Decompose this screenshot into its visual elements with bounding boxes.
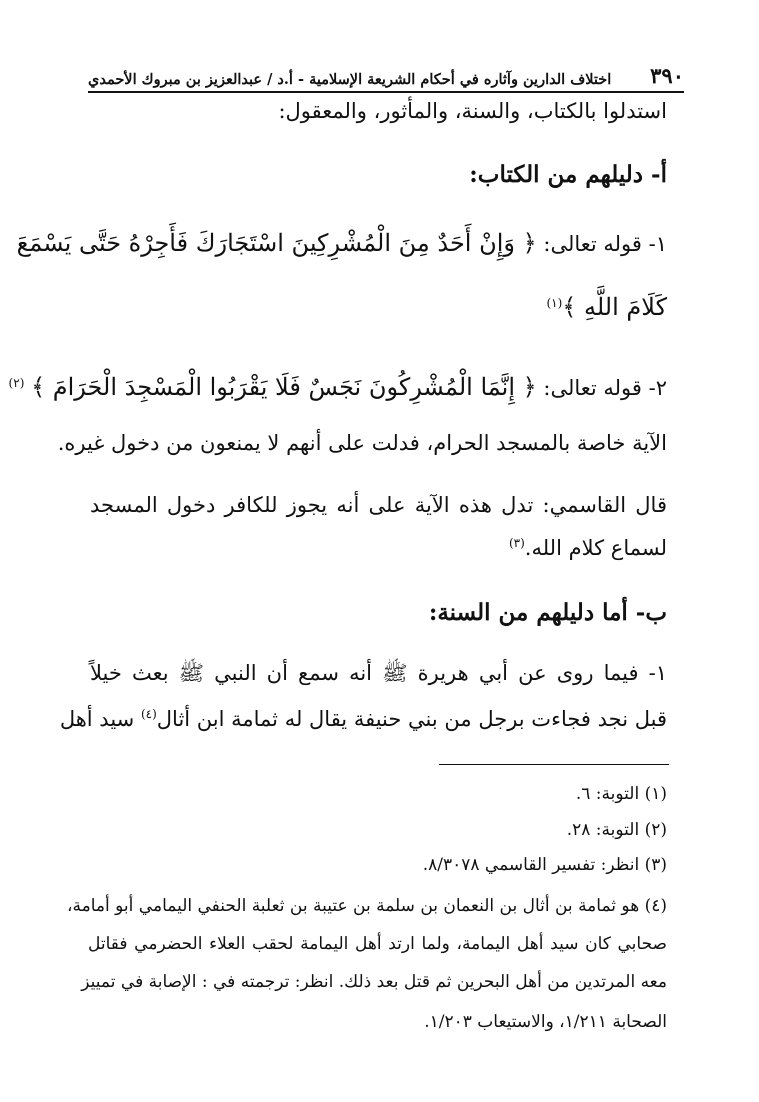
item-1-verse-line-2: كَلَامَ اللَّهِ ﴾ xyxy=(562,293,667,321)
section-b-heading: ب- أما دليلهم من السنة: xyxy=(428,599,667,626)
hadith-line-2-end: سيد أهل xyxy=(59,707,135,731)
item-1-verse-line-1: ﴿ وَإِنْ أَحَدٌ مِنَ الْمُشْرِكِينَ اسْتَجَارَكَ فَأَجِرْهُ حَتَّى يَسْمَعَ xyxy=(16,229,537,257)
footnote-4-line-4: الصحابة ١/٢١١، والاستيعاب ١/٢٠٣. xyxy=(424,1012,667,1032)
item-2-line xyxy=(8,372,667,403)
footnote-4-line-2: صحابي كان سيد أهل اليمامة، ولما ارتد أهل اليمامة لحقب العلاء الحضرمي فقاتل xyxy=(88,934,667,954)
item-1-line-1 xyxy=(16,228,667,259)
footnote-ref-3: (٣) xyxy=(508,536,525,550)
footnote-ref-2: (٢) xyxy=(8,376,25,390)
hadith-line-2-text: قبل نجد فجاءت برجل من بني حنيفة يقال له ثمامة ابن أثال xyxy=(156,707,667,731)
footnote-3: (٣) انظر: تفسير القاسمي ٨/٣٠٧٨. xyxy=(422,855,667,875)
footnote-4-line-1: (٤) هو ثمامة بن أثال بن النعمان بن سلمة بن عتيبة بن ثعلبة الحنفي اليمامي أبو أمامة، xyxy=(67,896,667,916)
footnote-1: (١) التوبة: ٦. xyxy=(575,784,667,804)
running-header xyxy=(88,58,684,93)
section-a-heading: أ- دليلهم من الكتاب: xyxy=(469,161,667,188)
footnote-ref-1: (١) xyxy=(546,296,563,310)
header-title: اختلاف الدارين وآثاره في أحكام الشريعة الإسلامية - أ.د / عبدالعزيز بن مبروك الأحمدي xyxy=(88,71,612,88)
qasimi-line-1: قال القاسمي: تدل هذه الآية على أنه يجوز للكافر دخول المسجد xyxy=(90,493,667,517)
page-number: ٣٩٠ xyxy=(650,63,684,88)
footnote-divider xyxy=(439,764,669,765)
qasimi-text: لسماع كلام الله. xyxy=(524,536,667,560)
item-1-prefix: ١- قوله تعالى: xyxy=(543,232,667,256)
qasimi-line-2 xyxy=(90,535,667,562)
item-1-line-2 xyxy=(90,292,667,323)
footnote-ref-4: (٤) xyxy=(140,707,157,721)
intro-line: استدلوا بالكتاب، والسنة، والمأثور، والمعقول: xyxy=(278,99,667,123)
hadith-line-2 xyxy=(59,706,667,733)
footnote-2: (٢) التوبة: ٢٨. xyxy=(566,820,667,840)
item-2-prefix: ٢- قوله تعالى: xyxy=(543,376,667,400)
item-2-explanation: الآية خاصة بالمسجد الحرام، فدلت على أنهم لا يمنعون من دخول غيره. xyxy=(57,431,667,455)
hadith-line-1: ١- فيما روى عن أبي هريرة ﷺ أنه سمع أن النبي ﷺ بعث خيلاً xyxy=(90,661,667,685)
footnote-4-line-3: معه المرتدين من أهل البحرين ثم قتل بعد ذلك. انظر: ترجمته في : الإصابة في تمييز xyxy=(81,972,667,992)
item-2-verse: ﴿ إِنَّمَا الْمُشْرِكُونَ نَجَسٌ فَلَا يَقْرَبُوا الْمَسْجِدَ الْحَرَامَ ﴾ xyxy=(31,373,537,401)
